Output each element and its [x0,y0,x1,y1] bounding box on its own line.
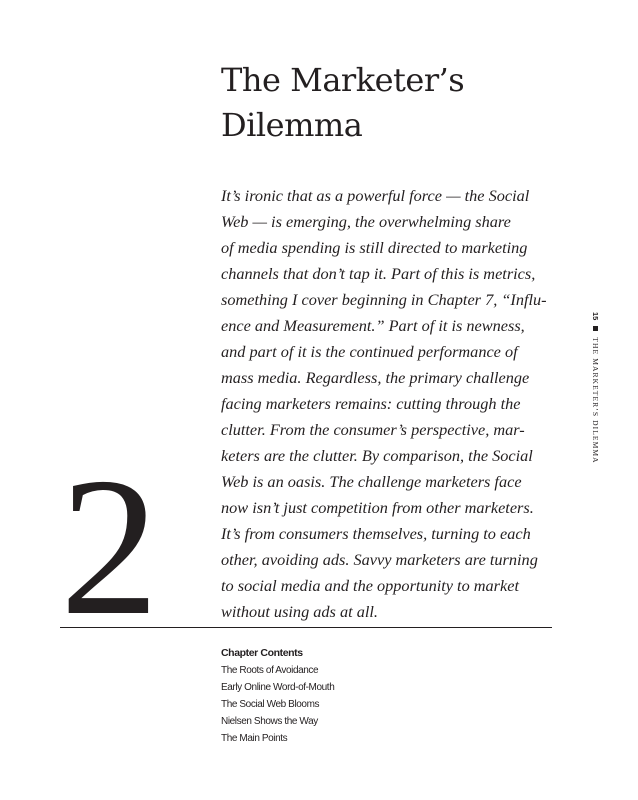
intro-line: channels that don’t tap it. Part of this is metrics, [221,264,536,283]
chapter-title [221,58,464,148]
intro-line: to social media and the opportunity to market [221,576,519,595]
intro-line: of media spending is still directed to marketing [221,238,528,257]
chapter-contents-item: The Main Points [221,733,288,744]
intro-line: Web — is emerging, the overwhelming share [221,212,511,231]
intro-line: facing marketers remains: cutting through the [221,394,521,413]
intro-line: now isn’t just competition from other marketers. [221,498,534,517]
chapter-contents-item: The Social Web Blooms [221,699,320,710]
chapter-contents-item: Nielsen Shows the Way [221,716,318,727]
chapter-number: 2 [60,437,159,656]
page-number: 15 [591,312,600,321]
intro-line: clutter. From the consumer’s perspective, mar- [221,420,525,439]
intro-line: It’s from consumers themselves, turning to each [221,524,531,543]
intro-line: other, avoiding ads. Savvy marketers are turning [221,550,538,569]
running-head [588,312,602,462]
intro-line: and part of it is the continued performance of [221,342,518,361]
chapter-intro [221,183,561,625]
chapter-contents-item: Early Online Word-of-Mouth [221,682,335,693]
intro-line: mass media. Regardless, the primary challenge [221,368,530,387]
chapter-contents-heading: Chapter Contents [221,647,303,659]
intro-line: Web is an oasis. The challenge marketers face [221,472,522,491]
square-bullet-icon [593,326,598,331]
chapter-title-line-2: Dilemma [221,106,363,144]
intro-line: ence and Measurement.” Part of it is newness, [221,316,525,335]
intro-line: without using ads at all. [221,602,378,621]
chapter-title-line-1: The Marketer’s [221,61,465,99]
intro-line: something I cover beginning in Chapter 7, “Influ- [221,290,547,309]
chapter-contents [221,645,334,747]
intro-line: keters are the clutter. By comparison, the Social [221,446,533,465]
running-head-title: THE MARKETER’S DILEMMA [591,337,600,464]
intro-line: It’s ironic that as a powerful force — the Social [221,186,530,205]
chapter-contents-item: The Roots of Avoidance [221,665,319,676]
chapter-divider-rule [60,627,552,628]
